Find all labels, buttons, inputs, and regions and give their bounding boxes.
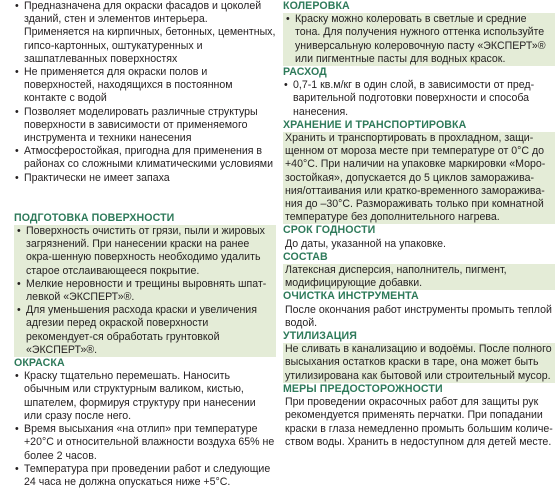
bullet-icon: • [17, 277, 21, 290]
section-heading-painting: ОКРАСКА [14, 357, 65, 370]
list-item: • Температура при проведении работ и следующие 24 часа не должна опускаться ниже +5°С. [15, 462, 271, 488]
section-heading-composition: СОСТАВ [283, 250, 328, 263]
list-item: • Время высыхания «на отлип» при температуре +20°С и относительной влажности воздуха 65% не более 2 часов. [15, 423, 275, 462]
bullet-icon: • [15, 370, 19, 383]
spacer [14, 185, 276, 212]
bullet-icon: • [286, 13, 290, 26]
tinting-section [283, 13, 555, 66]
bullet-icon: • [17, 225, 21, 238]
preparation-section [14, 225, 276, 357]
list-item: • Поверхность очистить от грязи, пыли и жировых загрязнений. При нанесении краски на ранее окра-шенную поверхность необходимо удалить старое отслаивающееся покрытие. [17, 225, 265, 277]
bullet-icon: • [15, 66, 19, 79]
bullet-icon: • [15, 171, 19, 184]
list-item: • Практически не имеет запаха [15, 171, 170, 184]
bullet-icon: • [15, 462, 19, 475]
consumption-list [283, 79, 555, 119]
list-item: • Краску можно колеровать в светлые и средние тона. Для получения нужного оттенка используйте универсальную колеровочную пасту «ЭКСПЕРТ»® или пигментные пасты для водных красок. [286, 13, 546, 65]
list-item: • Краску тщательно перемешать. Наносить обычным или структурным валиком, кистью, шпателем, формируя структуру при нанесении или сразу после него. [15, 370, 256, 422]
list-item: • Предназначена для окраски фасадов и цоколей зданий, стен и элементов интерьера. Применяется на кирпичных, бетонных, цементных, гипсо-картонных, оштукатуренных и зашпатлеванных поверхностях [15, 0, 276, 65]
section-heading-preparation: ПОДГОТОВКА ПОВЕРХНОСТИ [14, 211, 175, 224]
list-item: • Атмосферостойкая, пригодна для применения в районах со сложными климатическими условиями [15, 145, 274, 171]
right-column [283, 0, 555, 449]
properties-list [14, 0, 276, 185]
list-item: • Мелкие неровности и трещины выровнять шпат-левкой «ЭКСПЕРТ»®. [17, 277, 267, 304]
bullet-icon: • [284, 79, 288, 92]
bullet-icon: • [15, 145, 19, 158]
section-heading-disposal: УТИЛИЗАЦИЯ [283, 330, 357, 343]
list-item: • Позволяет моделировать различные структуры поверхности в зависимости от применяемого инструмента и техники нанесения [15, 105, 258, 145]
bullet-icon: • [17, 304, 21, 317]
shelf-life-text: До даты, указанной на упаковке. [285, 237, 446, 250]
section-heading-shelf-life: СРОК ГОДНОСТИ [283, 224, 376, 237]
section-heading-tinting: КОЛЕРОВКА [283, 0, 350, 12]
tool-cleaning-text: После окончания работ инструменты промыть теплой водой. [285, 303, 552, 329]
left-column [14, 0, 276, 489]
bullet-icon: • [15, 423, 19, 436]
section-heading-precautions: МЕРЫ ПРЕДОСТОРОЖНОСТИ [283, 382, 443, 395]
bullet-icon: • [15, 0, 19, 12]
composition-text: Латексная дисперсия, наполнитель, пигмент, модифицирующие добавки. [283, 264, 555, 290]
precautions-text: При проведении окрасочных работ для защиты рук рекомендуется применять перчатки. При попадании краски в глаза немедленно промыть большим количе-ством воды. Хранить в недоступном для детей месте. [285, 396, 553, 448]
list-item: • 0,7-1 кв.м/кг в один слой, в зависимости от пред-варительной подготовки поверхности и способа нанесения. [284, 79, 535, 118]
disposal-text: Не сливать в канализацию и водоёмы. После полного высыхания остатков краски в таре, она может быть утилизирована как бытовой или строительный мусор. [283, 343, 555, 383]
section-heading-storage: ХРАНЕНИЕ И ТРАНСПОРТИРОВКА [283, 118, 467, 131]
section-heading-tool-cleaning: ОЧИСТКА ИНСТРУМЕНТА [283, 290, 419, 303]
painting-list [14, 370, 276, 489]
list-item: • Не применяется для окраски полов и поверхностей, находящихся в постоянном контакте с водой [15, 66, 233, 105]
section-heading-consumption: РАСХОД [283, 66, 327, 79]
list-item: • Для уменьшения расхода краски и увеличения адгезии перед окраской поверхности рекомендует-ся обработать грунтовкой «ЭКСПЕРТ»®. [17, 304, 257, 356]
bullet-icon: • [15, 105, 19, 118]
storage-text: Хранить и транспортировать в прохладном, защи-щенном от мороза месте при температуре от 0°С до +40°С. При наличии на упаковке маркировки «Моро-зостойкая», допускается до 5 циклов заморажива-ния/оттаивания или кратко-временного заморажива-ния до –30°С. Размораживать только при комнатной температуре без дополнительного нагрева. [283, 132, 555, 224]
